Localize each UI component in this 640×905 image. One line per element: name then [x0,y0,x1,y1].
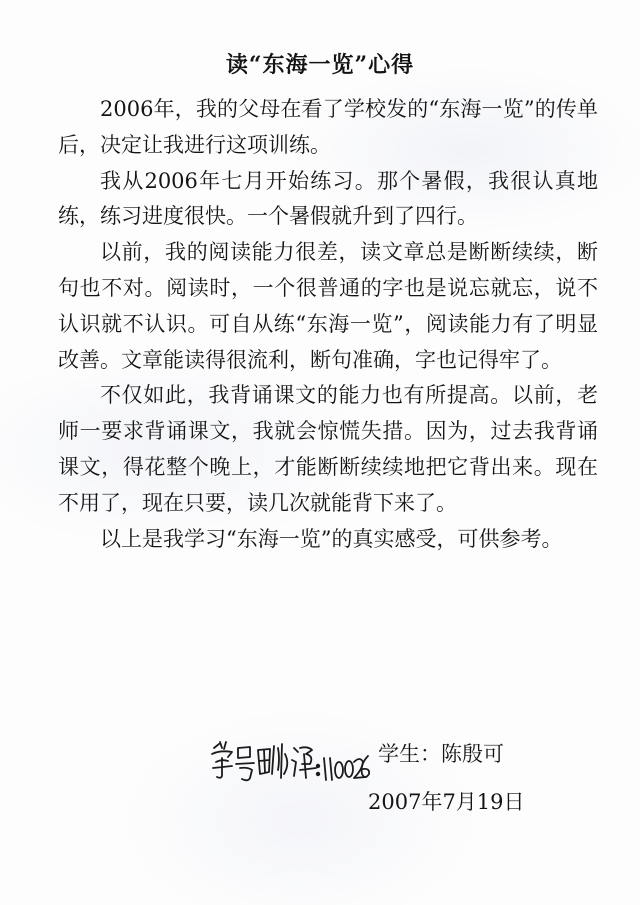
paragraph-2: 我从2006年七月开始练习。那个暑假，我很认真地练，练习进度很快。一个暑假就升到了四行。 [58,168,598,229]
document-title: 读“东海一览”心得 [225,52,415,78]
paragraph-3: 以前，我的阅读能力很差，读文章总是断断续续，断句也不对。阅读时，一个很普通的字也是说忘就忘，说不认识就不认识。可自从练“东海一览”，阅读能力有了明显改善。文章能读得很流利，断句准确，字也记得牢了。 [58,240,598,372]
handwritten-student-number [210,734,370,794]
paragraph-4: 不仅如此，我背诵课文的能力也有所提高。以前，老师一要求背诵课文，我就会惊慌失措。因为，过去我背诵课文，得花整个晚上，才能断断续续地把它背出来。现在不用了，现在只要，读几次就能背下来了。 [58,383,598,515]
student-name: 学生：陈殷可 [378,742,504,766]
paragraph-5: 以上是我学习“东海一览”的真实感受，可供参考。 [100,526,563,551]
document-date: 2007年7月19日 [368,790,525,814]
paragraph-1: 2006年，我的父母在看了学校发的“东海一览”的传单后，决定让我进行这项训练。 [58,97,598,157]
document-body [58,92,598,557]
